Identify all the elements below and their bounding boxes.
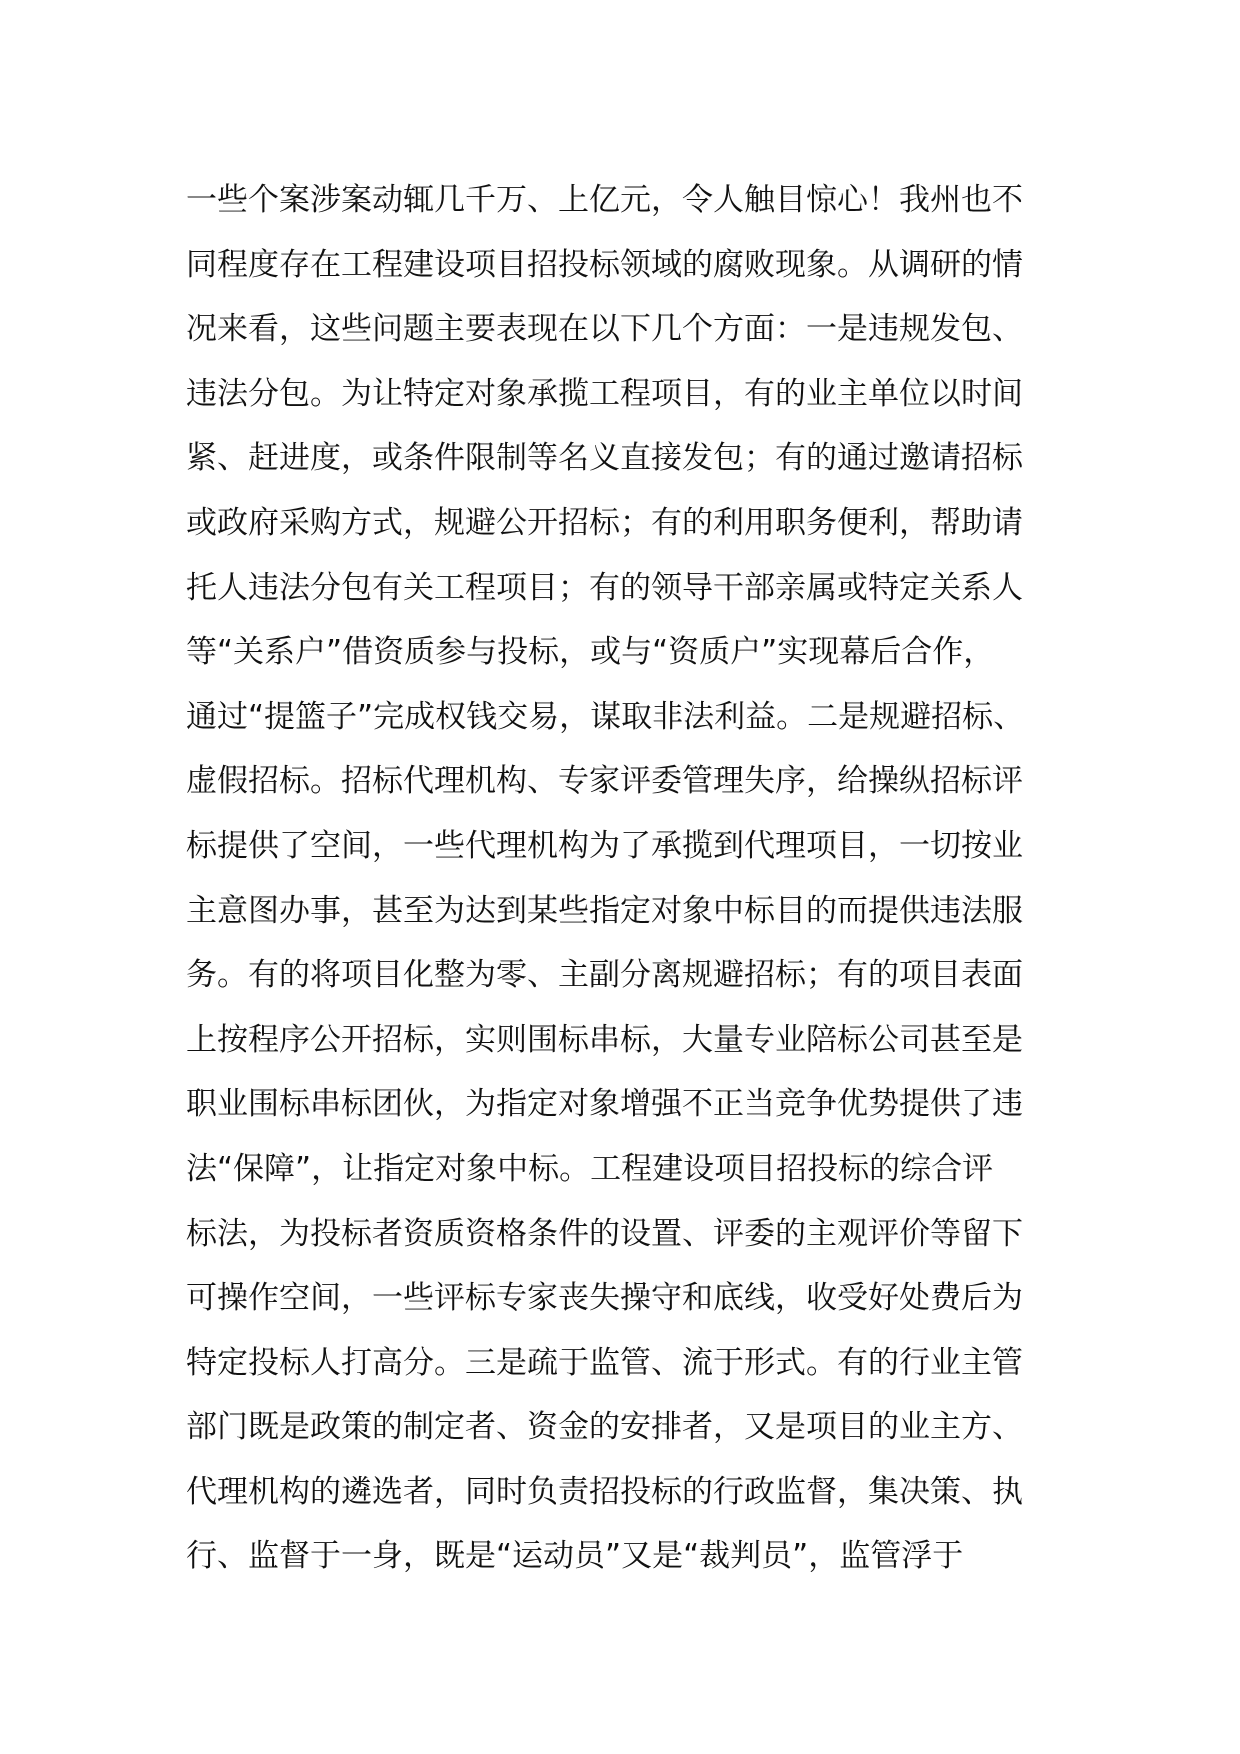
text-line: 同程度存在工程建设项目招投标领域的腐败现象。从调研的情 (186, 246, 1023, 283)
text-line: 务。有的将项目化整为零、主副分离规避招标；有的项目表面 (186, 957, 1023, 994)
text-line: 标提供了空间，一些代理机构为了承揽到代理项目，一切按业 (186, 827, 1023, 864)
text-line: 上按程序公开招标，实则围标串标，大量专业陪标公司甚至是 (186, 1021, 1023, 1058)
text-line: 托人违法分包有关工程项目；有的领导干部亲属或特定关系人 (186, 569, 1023, 606)
text-line: 违法分包。为让特定对象承揽工程项目，有的业主单位以时间 (186, 375, 1023, 412)
text-line: 等“关系户”借资质参与投标，或与“资质户”实现幕后合作， (186, 634, 995, 671)
text-line: 法“保障”，让指定对象中标。工程建设项目招投标的综合评 (186, 1150, 994, 1187)
text-line: 特定投标人打高分。三是疏于监管、流于形式。有的行业主管 (186, 1344, 1023, 1381)
text-line: 部门既是政策的制定者、资金的安排者，又是项目的业主方、 (186, 1409, 1023, 1446)
text-line: 紧、赶进度，或条件限制等名义直接发包；有的通过邀请招标 (186, 440, 1023, 477)
text-line: 虚假招标。招标代理机构、专家评委管理失序，给操纵招标评 (186, 763, 1023, 800)
text-line: 或政府采购方式，规避公开招标；有的利用职务便利，帮助请 (186, 504, 1023, 541)
text-line: 一些个案涉案动辄几千万、上亿元，令人触目惊心！我州也不 (186, 182, 1023, 218)
body-paragraph (186, 168, 1086, 1589)
text-line: 主意图办事，甚至为达到某些指定对象中标目的而提供违法服 (186, 892, 1023, 929)
text-line: 代理机构的遴选者，同时负责招投标的行政监督，集决策、执 (186, 1473, 1023, 1510)
text-line: 可操作空间，一些评标专家丧失操守和底线，收受好处费后为 (186, 1280, 1023, 1317)
text-line: 标法，为投标者资质资格条件的设置、评委的主观评价等留下 (186, 1215, 1023, 1252)
text-line: 行、监督于一身，既是“运动员”又是“裁判员”，监管浮于 (186, 1538, 964, 1575)
text-line: 职业围标串标团伙，为指定对象增强不正当竞争优势提供了违 (186, 1086, 1023, 1123)
text-line: 况来看，这些问题主要表现在以下几个方面：一是违规发包、 (186, 311, 1023, 348)
text-line: 通过“提篮子”完成权钱交易，谋取非法利益。二是规避招标、 (186, 698, 1025, 735)
